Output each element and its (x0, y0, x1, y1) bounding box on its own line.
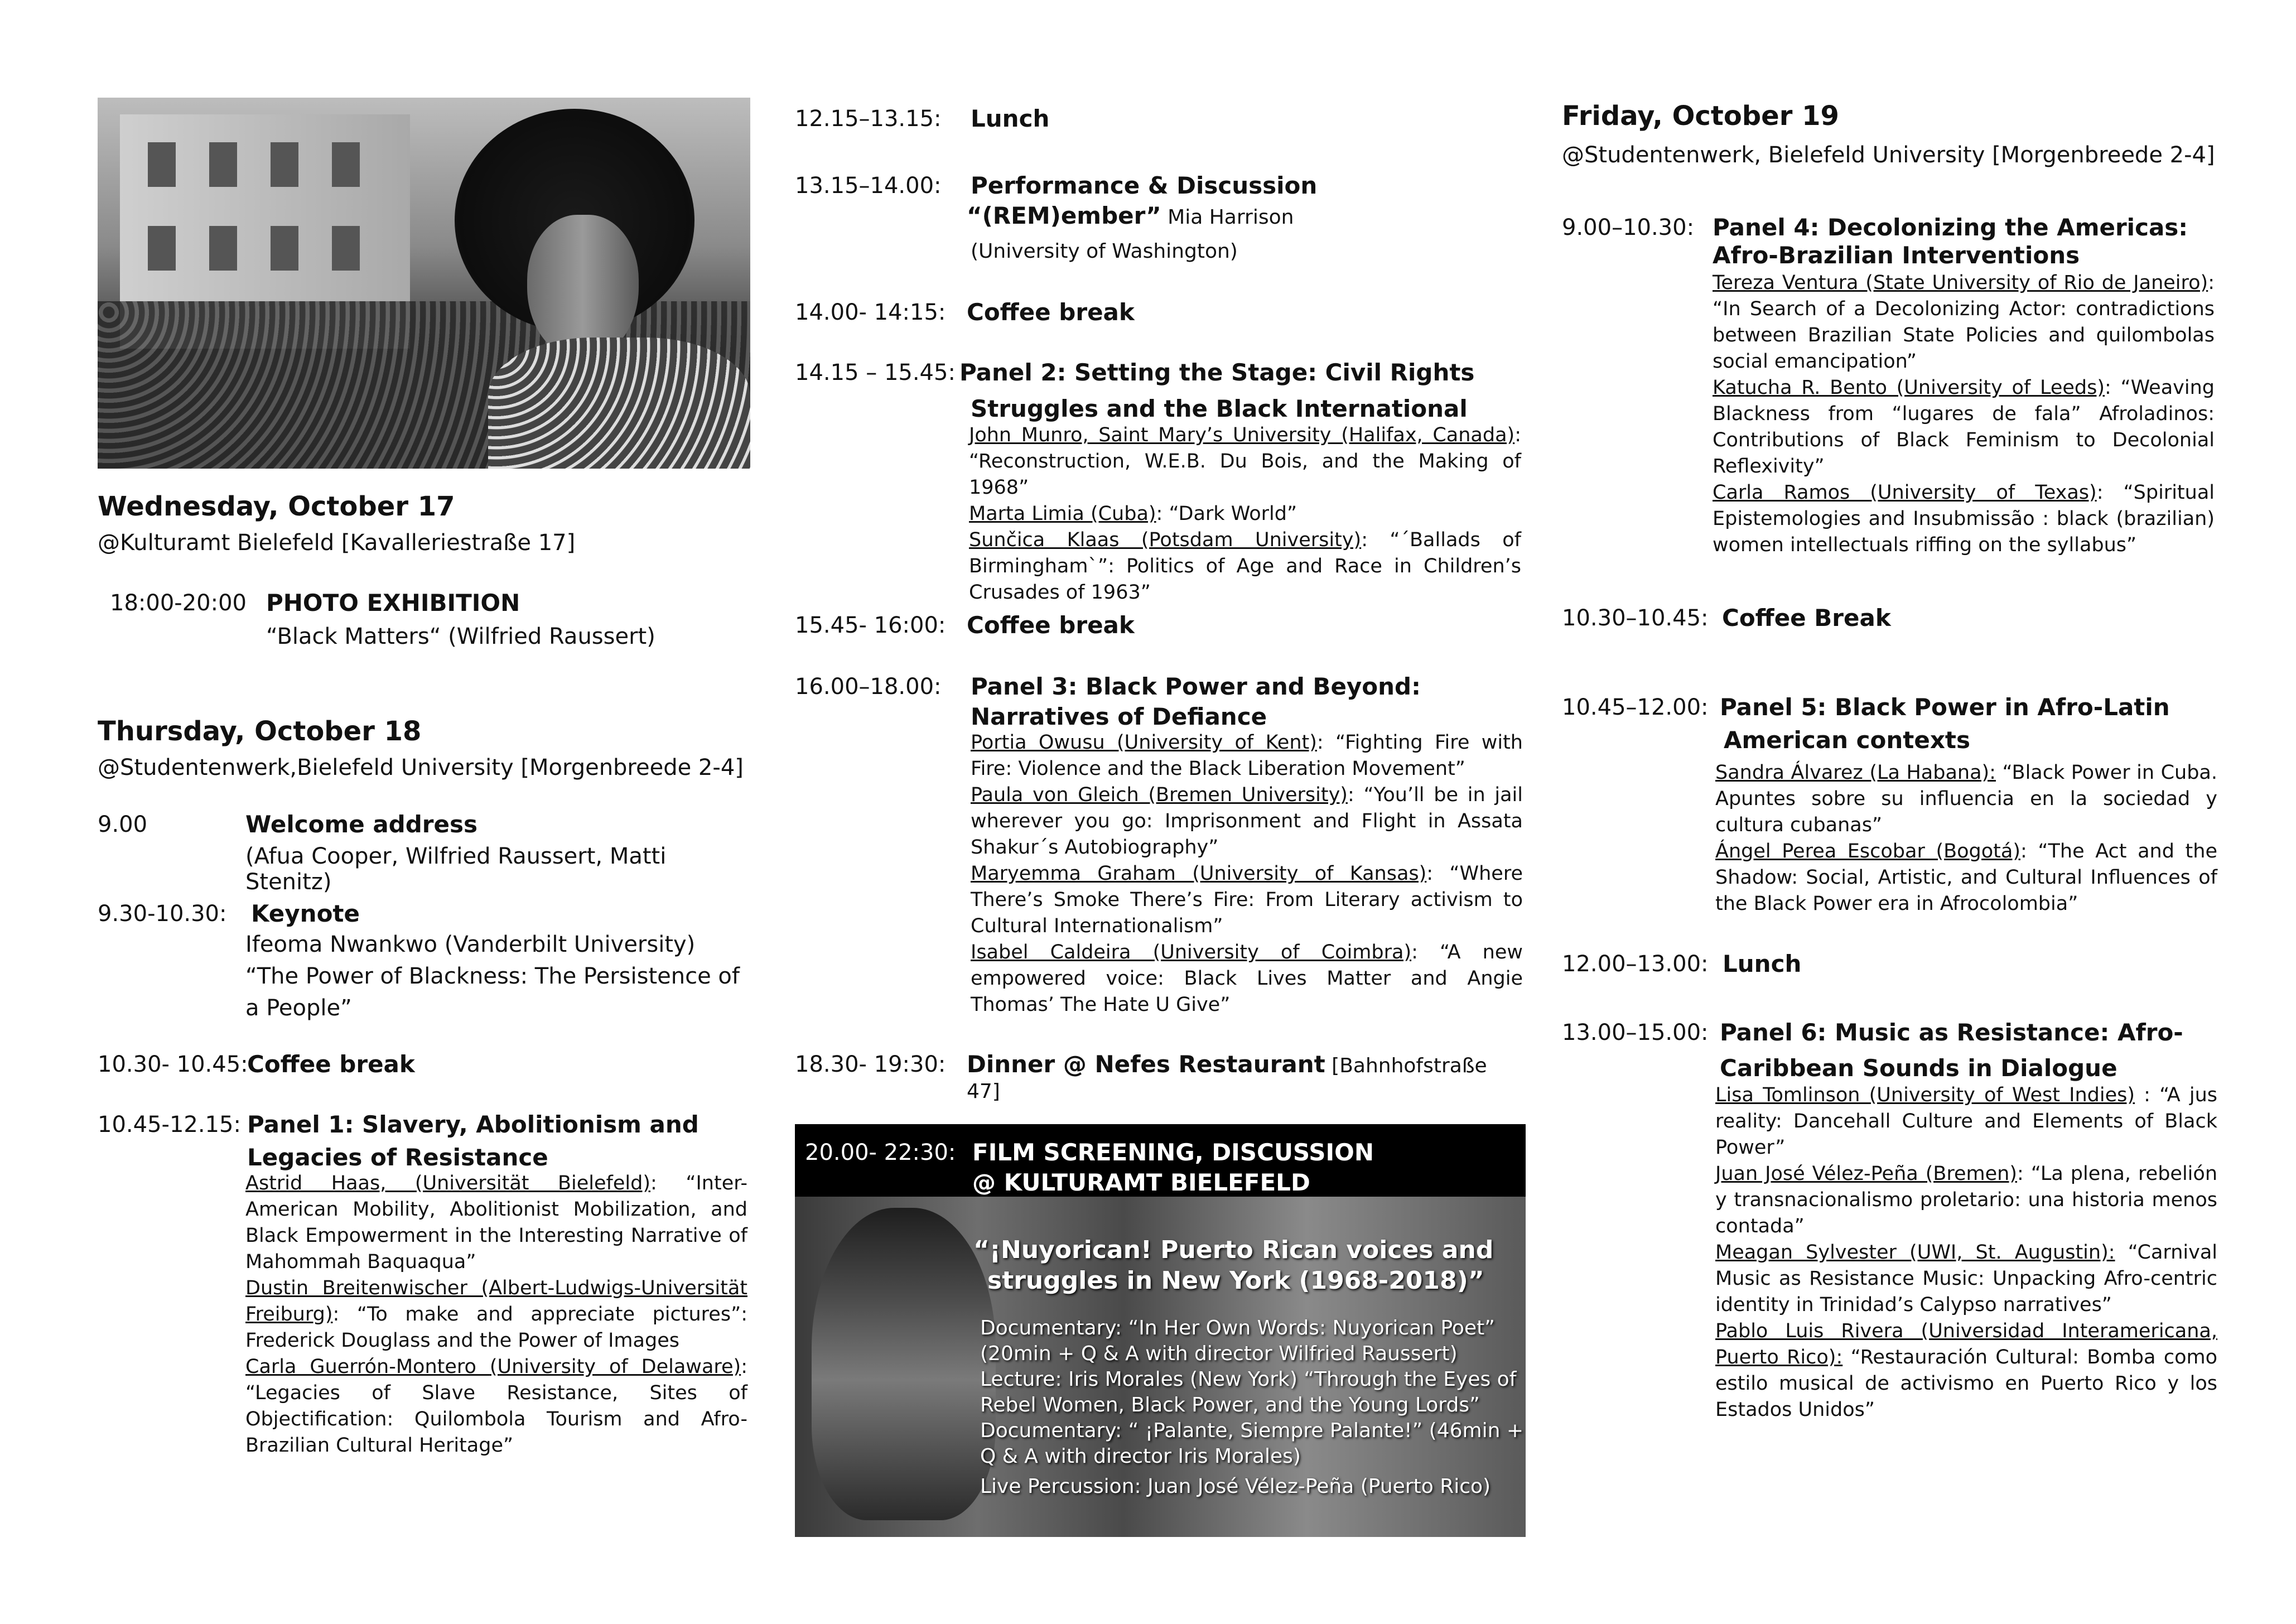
panel5-entry: Ángel Perea Escobar (Bogotá): “The Act and the Shadow: Social, Artistic, and Cultural Influences of the Black Power era in Afrocolombia” (1715, 840, 2217, 915)
coffee1-title: Coffee break (967, 298, 1135, 326)
panel3-entry: Portia Owusu (University of Kent): “Fighting Fire with Fire: Violence and the Black Liberation Movement” (971, 731, 1523, 780)
panel3-time: 16.00–18.00: (795, 674, 942, 700)
performance-title: Performance & Discussion (971, 172, 1318, 199)
panel3-entry: Paula von Gleich (Bremen University): “You’ll be in jail wherever you go: Imprisonment and Flight in Assata Shakur´s Autobiography” (971, 784, 1523, 859)
friday-title: Friday, October 19 (1562, 100, 1839, 132)
speaker-name: Carla Ramos (University of Texas) (1713, 481, 2097, 504)
panel5-time: 10.45–12.00: (1562, 695, 1709, 720)
panel6-entry: Pablo Luis Rivera (Universidad Interamericana, Puerto Rico): “Restauración Cultural: Bomba como estilo musical de activismo en Puerto Rico y los Estados Unidos” (1715, 1320, 2217, 1421)
panel6-entry: Lisa Tomlinson (University of West Indies) : “A jus reality: Dancehall Culture and Elements of Black Power” (1715, 1084, 2218, 1159)
coffee-title: Coffee Break (1722, 604, 1891, 632)
film-portrait-shape (812, 1208, 996, 1520)
dinner-time: 18.30- 19:30: (795, 1052, 946, 1077)
performance-affiliation: (University of Washington) (971, 240, 1238, 263)
panel4-entry: Carla Ramos (University of Texas): “Spiritual Epistemologies and Insubmissão : black (brazilian) women intellectuals riffing on the syllabus” (1713, 481, 2215, 556)
keynote-title: Keynote (251, 900, 360, 927)
film-screening-box (795, 1124, 1526, 1537)
coffee2-title: Coffee break (967, 611, 1135, 639)
film-title-line2: @ KULTURAMT BIELEFELD (972, 1169, 1310, 1196)
panel3-title-line2: Narratives of Defiance (971, 703, 1267, 730)
speaker-name: Portia Owusu (University of Kent) (971, 731, 1317, 754)
welcome-sub: (Afua Cooper, Wilfried Raussert, Matti Stenitz) (245, 844, 667, 895)
panel4-time: 9.00–10.30: (1562, 215, 1695, 240)
panel3-entries (971, 730, 1523, 1018)
speaker-name: Sunčica Klaas (Potsdam University) (969, 529, 1362, 551)
lunch-time: 12.00–13.00: (1562, 951, 1709, 977)
coffee-title: Coffee break (247, 1050, 415, 1078)
film-header (795, 1124, 1526, 1197)
speaker-name: Lisa Tomlinson (University of West Indies) (1715, 1084, 2135, 1106)
panel1-entries (245, 1170, 747, 1459)
panel2-title-line2: Struggles and the Black International (971, 395, 1468, 422)
panel1-title-line1: Panel 1: Slavery, Abolitionism and (247, 1111, 699, 1138)
panel2-entry: Sunčica Klaas (Potsdam University): “´Ballads of Birmingham`”: Politics of Age and Race in Children’s Crusades of 1963” (969, 529, 1522, 604)
speaker-name: Carla Guerrón-Montero (University of Delaware) (245, 1356, 741, 1378)
film-name-line1: “¡Nuyorican! Puerto Rican voices and (973, 1236, 1494, 1264)
film-title-line1: FILM SCREENING, DISCUSSION (972, 1139, 1374, 1166)
panel1-entry: Astrid Haas, (Universität Bielefeld): “Inter-American Mobility, Abolitionist Mobilization, and Black Empowerment in the Interesting Narrative of Mahommah Baquaqua” (245, 1172, 748, 1273)
panel4-title-line2: Afro-Brazilian Interventions (1713, 242, 2080, 269)
dinner-title: Dinner @ Nefes Restaurant [Bahnhofstraße 47] (967, 1050, 1487, 1103)
exhibition-title: PHOTO EXHIBITION (266, 589, 520, 616)
speaker-name: Isabel Caldeira (University of Coimbra) (971, 941, 1412, 963)
panel3-entry: Isabel Caldeira (University of Coimbra): “A new empowered voice: Black Lives Matter and Angie Thomas’ The Hate U Give” (971, 941, 1523, 1016)
friday-venue: @Studentenwerk, Bielefeld University [Morgenbreede 2-4] (1562, 142, 2215, 168)
panel5-title-line2: American contexts (1724, 726, 1971, 754)
keynote-talk-line2: a People” (245, 995, 352, 1021)
speaker-name: Katucha R. Bento (University of Leeds) (1713, 377, 2105, 399)
speaker-name: Meagan Sylvester (UWI, St. Augustin): (1715, 1241, 2115, 1264)
wednesday-venue: @Kulturamt Bielefeld [Kavalleriestraße 17] (98, 530, 576, 556)
keynote-time: 9.30-10.30: (98, 901, 227, 927)
panel6-title-line2: Caribbean Sounds in Dialogue (1720, 1054, 2117, 1082)
speaker-name: Ángel Perea Escobar (Bogotá) (1715, 840, 2020, 862)
panel4-entry: Katucha R. Bento (University of Leeds): “Weaving Blackness from “lugares de fala” Afroladinos: Contributions of Black Feminism to Decolonial Reflexivity” (1713, 377, 2215, 478)
keynote-talk-line1: “The Power of Blackness: The Persistence of (245, 963, 740, 989)
panel2-entries (969, 422, 1521, 606)
panel2-entry: Marta Limia (Cuba): “Dark World” (969, 503, 1297, 525)
speaker-name: Marta Limia (Cuba) (969, 503, 1156, 525)
exhibition-subtitle: “Black Matters“ (Wilfried Raussert) (266, 624, 655, 649)
panel3-title-line1: Panel 3: Black Power and Beyond: (971, 673, 1421, 700)
panel2-entry: John Munro, Saint Mary’s University (Halifax, Canada): “Reconstruction, W.E.B. Du Bois, and the Making of 1968” (969, 424, 1521, 499)
panel5-entries (1715, 760, 2217, 917)
speaker-name: Astrid Haas, (Universität Bielefeld) (245, 1172, 651, 1194)
panel3-entry: Maryemma Graham (University of Kansas): “Where There’s Smoke There’s Fire: From Literary activism to Cultural Internationalism” (971, 862, 1523, 937)
keynote-speaker: Ifeoma Nwankwo (Vanderbilt University) (245, 932, 696, 957)
speaker-name: Maryemma Graham (University of Kansas) (971, 862, 1427, 885)
panel1-time: 10.45-12.15: (98, 1112, 241, 1138)
speaker-name: Tereza Ventura (State University of Rio de Janeiro) (1713, 272, 2208, 294)
panel4-entry: Tereza Ventura (State University of Rio de Janeiro): “In Search of a Decolonizing Actor: contradictions between Brazilian State Policies and quilombolas social emancipation” (1713, 272, 2215, 373)
panel6-time: 13.00–15.00: (1562, 1020, 1709, 1045)
panel1-entry: Dustin Breitenwischer (Albert-Ludwigs-Universität Freiburg): “To make and appreciate pictures”: Frederick Douglass and the Power of Images (245, 1277, 747, 1352)
speaker-name: Paula von Gleich (Bremen University) (971, 784, 1348, 806)
panel1-entry: Carla Guerrón-Montero (University of Delaware): “Legacies of Slave Resistance, Sites of Objectification: Quilombola Tourism and Afro-Brazilian Cultural Heritage” (245, 1356, 747, 1457)
film-time: 20.00- 22:30: (805, 1140, 956, 1165)
exhibition-time: 18:00-20:00 (110, 590, 247, 616)
welcome-title: Welcome address (245, 811, 478, 838)
panel5-title-line1: Panel 5: Black Power in Afro-Latin (1720, 693, 2170, 721)
welcome-time: 9.00 (98, 812, 148, 837)
wednesday-title: Wednesday, October 17 (98, 491, 455, 522)
protest-photo (98, 98, 750, 469)
panel2-time: 14.15 – 15.45: (795, 360, 956, 385)
coffee-time: 10.30–10.45: (1562, 605, 1709, 631)
panel6-title-line1: Panel 6: Music as Resistance: Afro- (1720, 1019, 2183, 1046)
coffee2-time: 15.45- 16:00: (795, 613, 946, 638)
film-description: Documentary: “In Her Own Words: Nuyorican Poet” (20min + Q & A with director Wilfried Raussert) Lecture: Iris Morales (New York) “Through the Eyes of Rebel Women, Black Power, and the Young Lords” Documentary: “ ¡Palante, Siempre Palante!” (46min + Q & A with director Iris Morales) Live Percussion: Juan José Vélez-Peña (Puerto Rico) (980, 1317, 1524, 1498)
thursday-title: Thursday, October 18 (98, 716, 422, 747)
coffee1-time: 14.00- 14:15: (795, 300, 946, 325)
lunch-time: 12.15–13.15: (795, 106, 942, 132)
speaker-name: Dustin Breitenwischer (Albert-Ludwigs-Universität Freiburg) (245, 1277, 747, 1326)
speaker-name: John Munro, Saint Mary’s University (Halifax, Canada) (969, 424, 1515, 446)
performance-piece: “(REM)ember” Mia Harrison (967, 202, 1294, 229)
panel2-title-line1: Panel 2: Setting the Stage: Civil Rights (959, 359, 1475, 386)
film-name-line2: struggles in New York (1968-2018)” (987, 1266, 1484, 1295)
thursday-venue: @Studentenwerk,Bielefeld University [Morgenbreede 2-4] (98, 755, 744, 780)
speaker-name: Juan José Vélez-Peña (Bremen) (1715, 1163, 2017, 1185)
panel6-entry: Meagan Sylvester (UWI, St. Augustin): “Carnival Music as Resistance Music: Unpacking Afro-centric identity in Trinidad’s Calypso narratives” (1715, 1241, 2217, 1316)
lunch-title: Lunch (1723, 950, 1802, 977)
speaker-name: Pablo Luis Rivera (Universidad Interamericana, Puerto Rico): (1715, 1320, 2217, 1368)
lunch-title: Lunch (971, 105, 1050, 132)
speaker-name: Sandra Álvarez (La Habana): (1715, 762, 1996, 784)
performance-time: 13.15–14.00: (795, 173, 942, 199)
panel1-title-line2: Legacies of Resistance (247, 1144, 548, 1171)
panel4-title-line1: Panel 4: Decolonizing the Americas: (1713, 214, 2188, 241)
speaker-body-shape (488, 338, 750, 469)
panel6-entries (1715, 1082, 2217, 1423)
panel5-entry: Sandra Álvarez (La Habana): “Black Power in Cuba. Apuntes sobre su influencia en la sociedad y cultura cubanas” (1715, 762, 2217, 836)
panel4-entries (1713, 270, 2215, 558)
coffee-time: 10.30- 10.45: (98, 1052, 248, 1077)
panel6-entry: Juan José Vélez-Peña (Bremen): “La plena, rebelión y transnacionalismo proletario: una historia menos contada” (1715, 1163, 2217, 1237)
